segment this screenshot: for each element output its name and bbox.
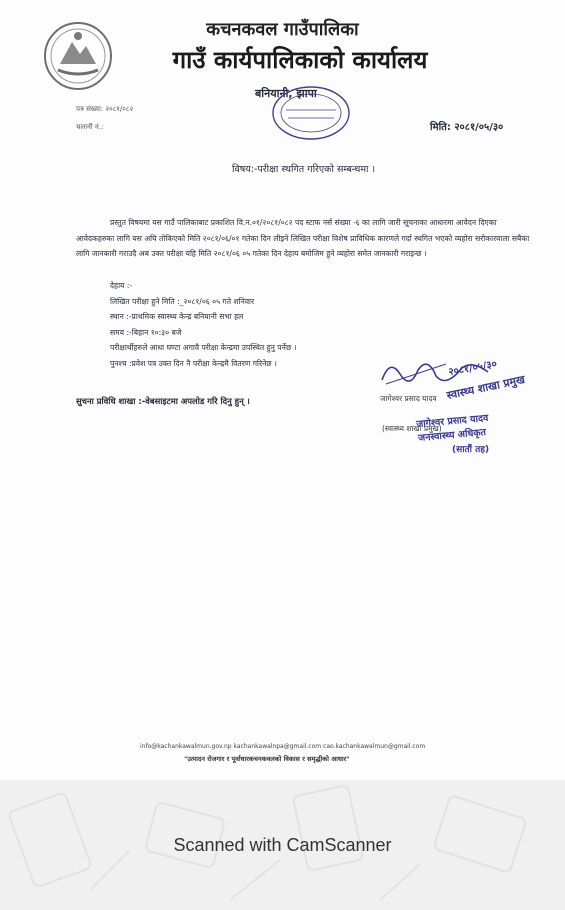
detail-attendance-note: परीक्षार्थीहरुले आधा घण्टा अगावै परीक्षा केन्द्रमा उपस्थित हुनु पर्नेछ । <box>110 343 297 353</box>
signature-date: २०८१/०५/३० <box>447 358 498 379</box>
body-text: प्रस्तुत विषयमा यस गाउँ पालिकाबाट प्रकाशित वि.न.०१/२०८१/०८२ पद स्टाफ नर्स संख्या -६ का लागि जारी सूचनाका आधारमा आवेदन दिएका आवेदकहरुका लागि यस अघि तोकिएको मिति २०८१/०६/०१ गतेका दिन लीइने लिखित परीक्षा विशेष प्राविधिक कारणले गर्दा स्थगित भएको व्यहोरा सरोकारवाला सबैका लागि जानकारी गराउदै अब उक्त परीक्षा यहि मिति २०८१/०६ ०५ गतेका दिन देहाय बमोजिम हुने व्यहोरा समेत जानकारी गराइन्छ । <box>76 218 530 258</box>
letter-date: मिति: २०८१/०५/३० <box>430 122 504 133</box>
reference-number: पत्र संख्या: २०८१/०८२ <box>76 105 134 113</box>
office-title: गाउँ कार्यपालिकाको कार्यालय <box>172 46 428 74</box>
body-paragraph <box>76 215 536 262</box>
dispatch-number: चलानी नं.: <box>76 123 104 131</box>
detail-heading: देहाय :- <box>110 281 133 290</box>
letter-subject: विषय:-परीक्षा स्थगित गरिएको सम्बन्धमा । <box>232 164 376 175</box>
office-round-stamp <box>270 84 352 142</box>
detail-exam-date: लिखित परीक्षा हुने मिति :_२०८१/०६ ०५ गते शनिवार <box>110 296 255 306</box>
details-list <box>110 278 296 372</box>
detail-admit-card-note: पुनश्च :प्रवेश पत्र उक्त दिन नै परीक्षा केन्द्रमै वितरण गरिनेछ । <box>110 358 277 368</box>
camscanner-label: Scanned with CamScanner <box>173 835 392 855</box>
level-stamp: (सातौं तह) <box>452 445 490 455</box>
signatory-name: जागेश्वर प्रसाद यादव <box>380 394 437 403</box>
signatory-designation: (स्वास्थ्य शाखा प्रमुख) <box>382 424 442 433</box>
section-chief-stamp: स्वास्थ्य शाखा प्रमुख <box>445 372 527 403</box>
footer-email: info@kachankawalmun.gov.np kachankawalnpa@gmail.com cao.kachankawalmun@gmail.com <box>140 743 426 750</box>
it-section-notice: सुचना प्रविधि शाखा :-वेबसाइटमा अपलोड गरि दिनु हुन् । <box>76 396 250 406</box>
title-stamp: जनस्वास्थ्य अधिकृत <box>417 427 487 444</box>
name-stamp: जागेश्वर प्रसाद यादव <box>415 412 489 431</box>
municipality-name: कचनकवल गाउँपालिका <box>206 19 359 40</box>
office-location: बनियानी, झापा <box>255 87 317 100</box>
detail-time: समय :-बिहान १०:३० बजे <box>110 327 182 337</box>
detail-venue: स्थान :-प्राथमिक स्वास्थ्य केन्द्र बनियानी सभा हल <box>110 312 244 322</box>
footer-slogan: "उत्पादन रोजगार र पूर्वाधारकचनकवलको विकास र समृद्धीको आधार" <box>184 755 350 763</box>
